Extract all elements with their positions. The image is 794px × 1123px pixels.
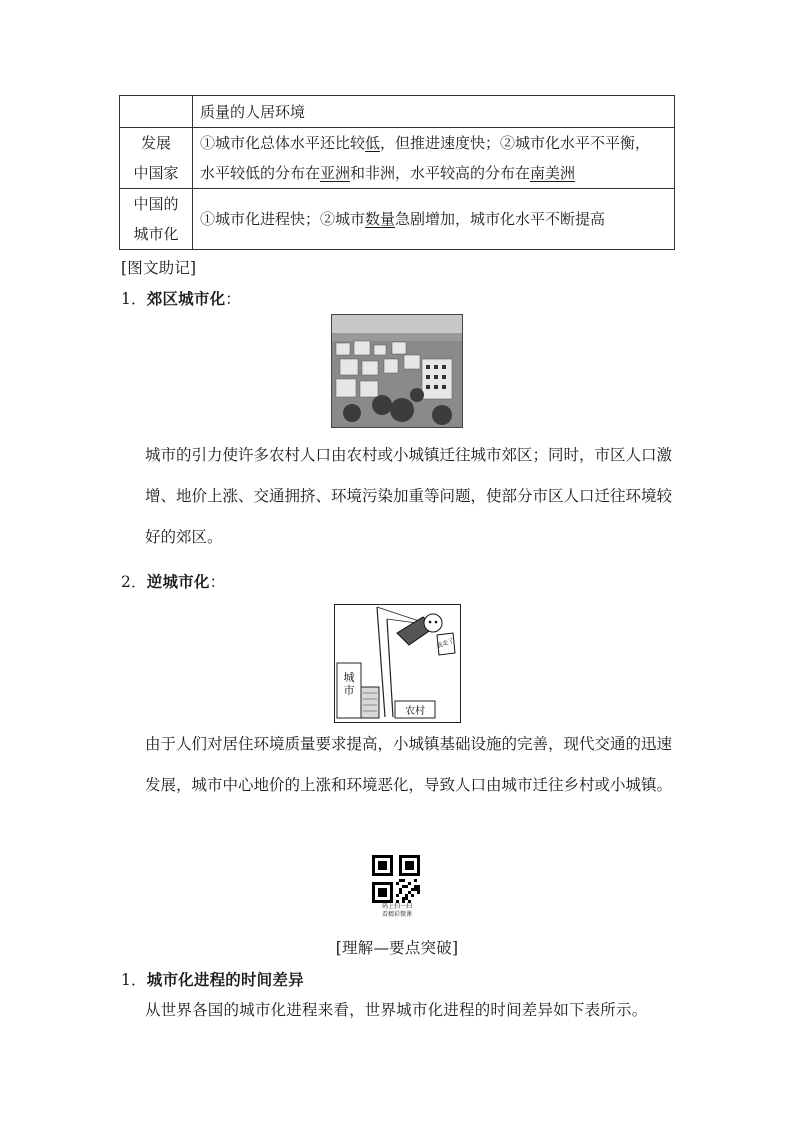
urbanization-table — [119, 95, 675, 250]
svg-text:我走了: 我走了 — [435, 637, 456, 650]
section-label-key-points: [理解—要点突破] — [335, 939, 459, 957]
item-heading-time-difference: 1．城市化进程的时间差异 — [121, 970, 304, 989]
table-row — [120, 96, 675, 128]
svg-text:市: 市 — [343, 684, 355, 697]
row-header-empty — [120, 96, 193, 128]
table-row — [120, 128, 675, 189]
counter-urbanization-illustration — [334, 604, 461, 723]
suburb-photo — [331, 314, 463, 428]
qr-caption: 码上扫一扫 看精彩微课 — [381, 903, 412, 918]
row-header-developing: 发展 中国家 — [120, 128, 193, 189]
row-header-china: 中国的 城市化 — [120, 189, 193, 250]
item-heading-suburbanization: 1．郊区城市化： — [121, 289, 241, 308]
qr-code-icon[interactable] — [372, 855, 420, 903]
content-line: ①城市化总体水平还比较低，但推进速度快；②城市化水平不平衡， — [200, 134, 651, 152]
row-content-developing — [193, 128, 675, 189]
table-row — [120, 189, 675, 250]
row-content-china: ①城市化进程快；②城市数量急剧增加，城市化水平不断提高 — [193, 189, 675, 250]
row-content: 质量的人居环境 — [193, 96, 675, 128]
content-line: 水平较低的分布在亚洲和非洲，水平较高的分布在南美洲 — [200, 164, 576, 182]
item-heading-counter-urbanization: 2．逆城市化： — [121, 572, 226, 591]
section-label-image-memo: [图文助记] — [121, 259, 197, 277]
paragraph-suburbanization: 城市的引力使许多农村人口由农村或小城镇迁往城市郊区；同时，市区人口激增、地价上涨、交通拥挤、环境污染加重等问题，使部分市区人口迁往环境较好的郊区。 — [145, 446, 673, 546]
svg-text:农村: 农村 — [405, 706, 425, 717]
svg-text:城: 城 — [343, 671, 355, 684]
paragraph-counter-urbanization: 由于人们对居住环境质量要求提高，小城镇基础设施的完善，现代交通的迅速发展，城市中心地价的上涨和环境恶化，导致人口由城市迁往乡村或小城镇。 — [145, 735, 673, 794]
paragraph-time-difference: 从世界各国的城市化进程来看，世界城市化进程的时间差异如下表所示。 — [145, 1001, 648, 1019]
